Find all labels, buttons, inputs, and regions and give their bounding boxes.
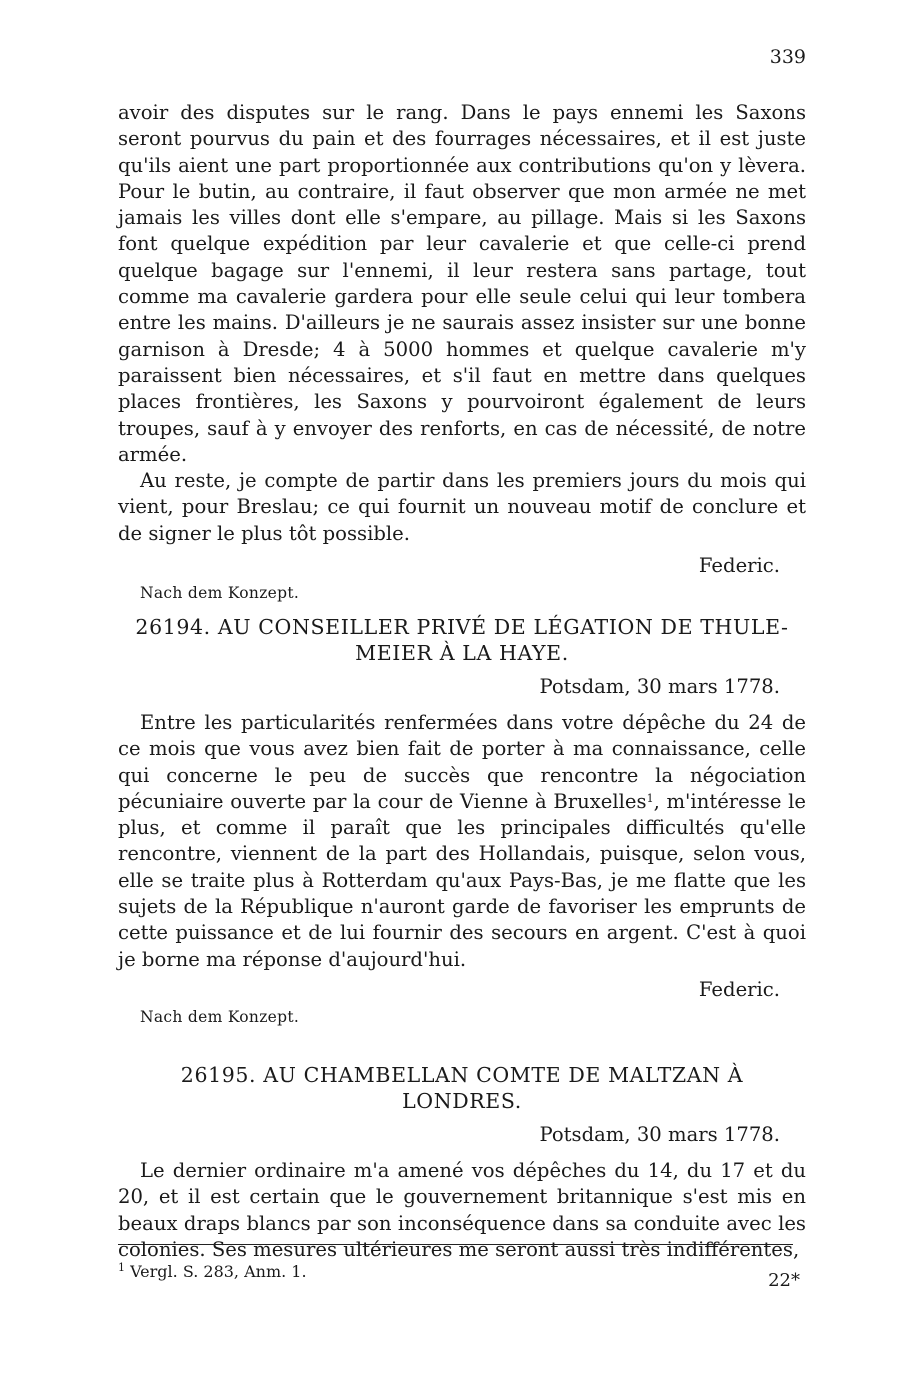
dateline: Potsdam, 30 mars 1778.	[539, 675, 780, 698]
paragraph: avoir des disputes sur le rang. Dans le pays ennemi les Saxons seront pourvus du pain et des fourrages nécessaires, et il est juste qu'ils aient une part proportionnée aux contributions qu'on y lèvera. Pour le butin, au contraire, il faut observer que mon armée ne met jamais les villes dont elle s'empare, au pillage. Mais si les Saxons font quelque expédition par leur cavalerie et que celle-ci prend quelque bagage sur l'ennemi, il leur restera sans partage, tout comme ma cavalerie gardera pour elle seule celui qui leur tombera entre les mains. D'ailleurs je ne saurais assez insister sur une bonne garnison à Dresde; 4 à 5000 hommes et quelque cavalerie m'y paraissent bien nécessaires, et s'il faut en mettre dans quelques places frontières, les Saxons y pourvoiront également de leurs troupes, sauf à y envoyer des renforts, en cas de nécessité, de notre armée.	[118, 101, 806, 466]
paragraph: Au reste, je compte de partir dans les premiers jours du mois qui vient, pour Breslau; ce qui fournit un nouveau motif de conclure et de signer le plus tôt possible.	[118, 469, 806, 545]
letter-26195	[118, 1062, 806, 1263]
source-note: Nach dem Konzept.	[140, 584, 300, 603]
signature: Federic.	[698, 977, 780, 1001]
source-note: Nach dem Konzept.	[140, 1007, 300, 1026]
dateline: Potsdam, 30 mars 1778.	[539, 1123, 780, 1146]
signature: Federic.	[698, 554, 780, 578]
heading-line: 26194. AU CONSEILLER PRIVÉ DE LÉGATION DE THULE-	[135, 615, 789, 639]
letter-heading	[118, 614, 806, 666]
letter-text: , m'intéresse le plus, et comme il paraît que les principales difficultés qu'elle rencontre, viennent de la part des Hollandais, puisque, selon vous, elle se traite plus à Rotterdam qu'aux Pays-Bas, je me flatte que les sujets de la République n'auront garde de favoriser les emprunts de cette puissance et de lui fournir des secours en argent. C'est à quoi je borne ma réponse d'aujourd'hui.	[118, 789, 806, 971]
heading-line: MEIER À LA HAYE.	[355, 641, 569, 665]
paragraph	[118, 710, 806, 973]
page-number: 339	[769, 46, 806, 68]
footnote-rule	[118, 1244, 793, 1245]
signature-mark: 22*	[768, 1270, 800, 1291]
footnote-marker: 1	[118, 1261, 125, 1274]
footnote-reference: 1	[646, 791, 654, 805]
paragraph: Le dernier ordinaire m'a amené vos dépêches du 14, du 17 et du 20, et il est certain que le gouvernement britannique s'est mis en beaux draps blancs par son inconséquence dans sa conduite avec les colonies. Ses mesures ultérieures me seront aussi très indifférentes,	[118, 1159, 806, 1261]
footnote-text: Vergl. S. 283, Anm. 1.	[130, 1262, 307, 1281]
continuation-section	[118, 100, 806, 603]
letter-heading: 26195. AU CHAMBELLAN COMTE DE MALTZAN À LONDRES.	[180, 1063, 744, 1113]
letter-26194	[118, 614, 806, 1027]
footnote	[118, 1262, 307, 1282]
letter-text: Entre les particularités renfermées dans votre dépêche du 24 de ce mois que vous avez bien fait de porter à ma connaissance, celle qui concerne le peu de succès que rencontre la négociation pécuniaire ouverte par la cour de Vienne à Bruxelles	[118, 711, 806, 813]
